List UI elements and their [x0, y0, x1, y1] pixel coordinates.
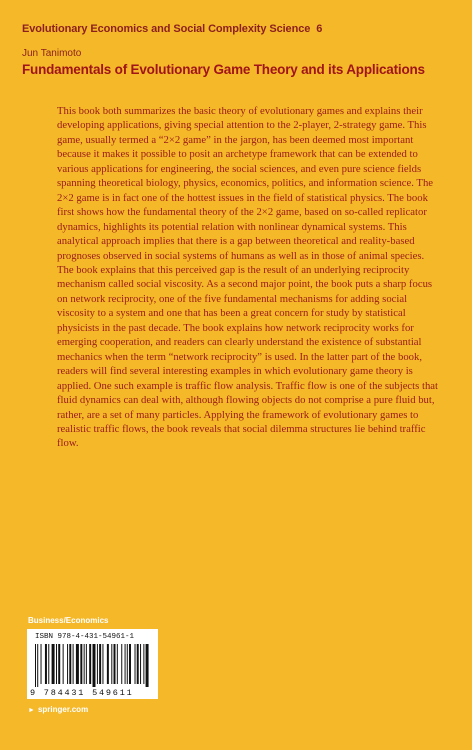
barcode-bar	[129, 644, 131, 684]
barcode-bar	[121, 644, 122, 684]
book-title: Fundamentals of Evolutionary Game Theory and its Applications	[22, 62, 425, 77]
barcode-bar	[41, 644, 42, 684]
barcode-digits: 9 784431 549611	[30, 688, 134, 698]
barcode-bar	[146, 644, 149, 687]
barcode-bar	[125, 644, 126, 684]
barcode-bar	[86, 644, 87, 684]
barcode-bar	[63, 644, 64, 684]
barcode-bar	[135, 644, 136, 684]
barcode-bar	[35, 644, 36, 687]
barcode-bar	[76, 644, 79, 684]
barcode-bar	[114, 644, 116, 684]
barcode-bar	[37, 644, 38, 687]
barcode-bar	[117, 644, 118, 684]
barcode-bar	[93, 644, 96, 687]
website-url: springer.com	[37, 705, 89, 714]
barcode-bar	[69, 644, 71, 684]
barcode-bar	[73, 644, 74, 684]
series-number: 6	[316, 23, 323, 35]
barcode-bar	[52, 644, 55, 684]
isbn-label: ISBN 978-4-431-54961-1	[35, 633, 135, 641]
series-heading	[22, 23, 322, 35]
barcode-bar	[137, 644, 139, 684]
barcode-bar	[143, 644, 144, 684]
barcode-bar	[97, 644, 98, 684]
barcode-bar	[67, 644, 68, 684]
publisher-website[interactable]	[28, 705, 88, 714]
barcode-bar	[140, 644, 141, 684]
barcode-bar	[45, 644, 47, 684]
barcode-box	[27, 629, 158, 699]
barcode-bar	[107, 644, 109, 684]
category-label: Business/Economics	[28, 616, 109, 625]
barcode-bar	[58, 644, 60, 684]
barcode-bar	[102, 644, 103, 684]
barcode-bar	[99, 644, 101, 684]
barcode-bar	[56, 644, 57, 684]
author-name: Jun Tanimoto	[22, 48, 82, 59]
barcode-bar	[48, 644, 49, 684]
barcode-bar	[84, 644, 85, 684]
series-name: Evolutionary Economics and Social Complexity Science	[22, 23, 311, 35]
back-cover-blurb: This book both summarizes the basic theory of evolutionary games and explains their developing applications, giving special attention to the 2-player, 2-strategy game. This game, usually termed a “2×2 game” in the jargon, has been deemed most important because it makes it possible to posit an archetype framework that can be extended to various applications for engineering, the social sciences, and even pure science fields spanning theoretical biology, physics, economics, politics, and information science. The 2×2 game is in fact one of the hottest issues in the field of statistical physics. The book first shows how the fundamental theory of the 2×2 game, based on so-called replicator dynamics, highlights its potential relation with nonlinear dynamical systems. This analytical approach implies that there is a gap between theoretical and reality-based prognoses observed in social systems of humans as well as in those of animal species. The book explains that this perceived gap is the result of an underlying reciprocity mechanism called social viscosity. As a second major point, the book puts a sharp focus on network reciprocity, one of the five fundamental mechanisms for adding social viscosity to a system and one that has been a great concern for study by statistical physicists in the past decade. The book explains how network reciprocity works for emerging cooperation, and readers can clearly understand the existence of substantial mechanics when the term “network reciprocity” is used. In the latter part of the book, readers will find several interesting examples in which evolutionary game theory is applied. One such example is traffic flow analysis. Traffic flow is one of the subjects that fluid dynamics can deal with, although flowing objects do not comprise a pure fluid but, rather, are a set of many particles. Applying the framework of evolutionary games to realistic traffic flows, the book reveals that social dilemma structures lie behind traffic flow.	[57, 105, 439, 450]
barcode-bar	[111, 644, 112, 684]
triangle-right-icon: ►	[28, 707, 35, 714]
barcode-bar	[80, 644, 82, 684]
barcode-bar	[127, 644, 128, 684]
barcode-bars	[35, 644, 150, 687]
barcode-bar	[89, 644, 91, 684]
